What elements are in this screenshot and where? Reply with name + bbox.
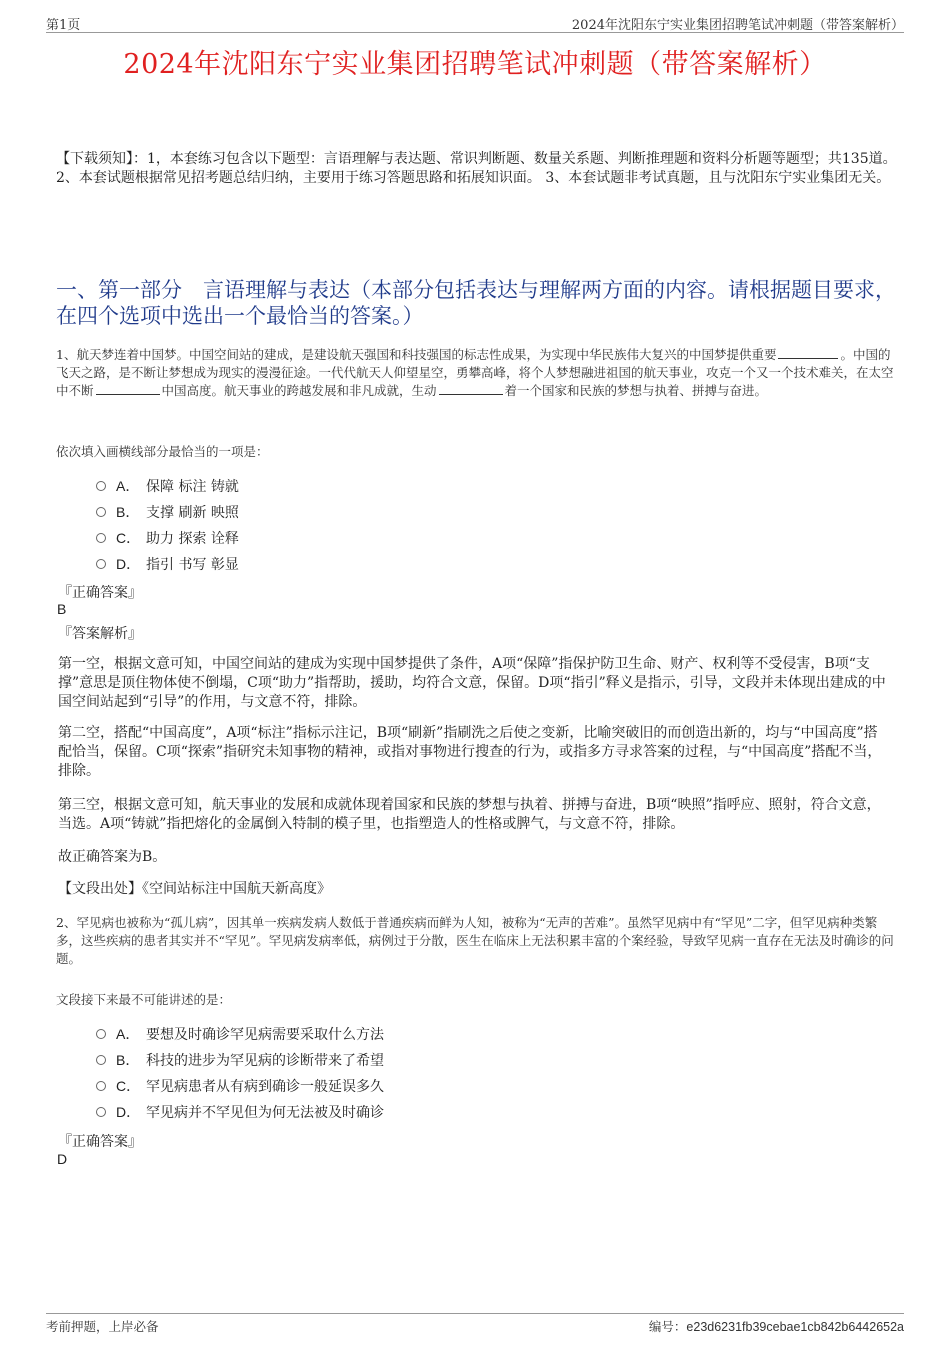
download-notice: 【下载须知】：1，本套练习包含以下题型：言语理解与表达题、常识判断题、数量关系题、判断推理题和资料分析题等题型；共135道。 2、本套试题根据常见招考题总结归纳，主要用于练习答题思路和拓展知识面。 3、本套试题非考试真题，且与沈阳东宁实业集团无关。: [56, 151, 897, 186]
radio-icon[interactable]: [96, 481, 106, 491]
radio-icon[interactable]: [96, 1055, 106, 1065]
option-c[interactable]: C． 罕见病患者从有病到确诊一般延误多久: [96, 1073, 384, 1099]
blank-2: [96, 382, 160, 395]
footer-slogan: 考前押题，上岸必备: [46, 1319, 159, 1334]
question-2-prompt: 文段接下来最不可能讲述的是：: [56, 992, 232, 1007]
question-2-text: 2、罕见病也被称为“孤儿病”，因其单一疾病发病人数低于普通疾病而鲜为人知，被称为“无声的苦难”。虽然罕见病中有“罕见”二字，但罕见病种类繁多，这些疾病的患者其实并不“罕见”。罕见病发病率低，病例过于分散，医生在临床上无法积累丰富的个案经验，导致罕见病一直存在无法及时确诊的问题。: [56, 915, 894, 966]
answer-label: 『正确答案』: [58, 585, 142, 601]
correct-answer: D: [57, 1151, 68, 1167]
footer-code: 编号：e23d6231fb39cebae1cb842b6442652a: [648, 1319, 904, 1334]
correct-answer: B: [57, 601, 67, 617]
option-b[interactable]: B． 科技的进步为罕见病的诊断带来了希望: [96, 1047, 384, 1073]
page-footer: [46, 1313, 904, 1334]
analysis-conclusion: 故正确答案为B。: [58, 849, 167, 865]
header-doc-title: 2024年沈阳东宁实业集团招聘笔试冲刺题（带答案解析）: [571, 18, 904, 33]
source-citation: 【文段出处】《空间站标注中国航天新高度》: [58, 881, 331, 897]
radio-icon[interactable]: [96, 559, 106, 569]
page-number: 第1页: [46, 18, 81, 33]
radio-icon[interactable]: [96, 533, 106, 543]
analysis-label: 『答案解析』: [58, 626, 142, 642]
blank-3: [439, 382, 503, 395]
question-1-prompt: 依次填入画横线部分最恰当的一项是：: [56, 444, 269, 459]
option-d[interactable]: D． 罕见病并不罕见但为何无法被及时确诊: [96, 1099, 384, 1125]
analysis-paragraph-1: 第一空，根据文意可知，中国空间站的建成为实现中国梦提供了条件，A项“保障”指保护防卫生命、财产、权利等不受侵害，B项“支撑”意思是顶住物体使不倒塌，C项“助力”指帮助，援助，均符合文意，保留。D项“指引”释义是指示，引导，文段并未体现出建成的中国空间站起到“引导”的作用，与文意不符，排除。: [58, 656, 886, 710]
option-a[interactable]: A． 要想及时确诊罕见病需要采取什么方法: [96, 1021, 384, 1047]
question-1-text: 1、航天梦连着中国梦。中国空间站的建成，是建设航天强国和科技强国的标志性成果，为实现中华民族伟大复兴的中国梦提供重要 。中国的飞天之路，是不断让梦想成为现实的漫漫征途。一代代航天人仰望星空，勇攀高峰，将个人梦想融进祖国的航天事业，攻克一个又一个技术难关，在太空中不断 中国高度。航天事业的跨越发展和非凡成就，生动 着一个国家和民族的梦想与执着、拼搏与奋进。: [56, 347, 894, 398]
option-c[interactable]: C． 助力 探索 诠释: [96, 525, 239, 551]
question-1-options: [96, 473, 239, 577]
page-header: [46, 12, 904, 33]
radio-icon[interactable]: [96, 507, 106, 517]
analysis-paragraph-3: 第三空，根据文意可知，航天事业的发展和成就体现着国家和民族的梦想与执着、拼搏与奋进，B项“映照”指呼应、照射，符合文意，当选。A项“铸就”指把熔化的金属倒入特制的模子里，也指塑造人的性格或脾气，与文意不符，排除。: [58, 797, 881, 832]
blank-1: [778, 346, 838, 359]
analysis-paragraph-2: 第二空，搭配“中国高度”，A项“标注”指标示注记，B项“刷新”指刷洗之后使之变新，比喻突破旧的而创造出新的，均与“中国高度”搭配恰当，保留。C项“探索”指研究未知事物的精神，或指对事物进行搜查的行为，或指多方寻求答案的过程，与“中国高度”搭配不当，排除。: [58, 725, 882, 779]
radio-icon[interactable]: [96, 1029, 106, 1039]
option-a[interactable]: A． 保障 标注 铸就: [96, 473, 239, 499]
section-title: 一、第一部分 言语理解与表达（本部分包括表达与理解两方面的内容。请根据题目要求，在四个选项中选出一个最恰当的答案。）: [56, 278, 896, 328]
question-2-options: [96, 1021, 384, 1125]
answer-label: 『正确答案』: [58, 1134, 142, 1150]
option-d[interactable]: D． 指引 书写 彰显: [96, 551, 239, 577]
option-b[interactable]: B． 支撑 刷新 映照: [96, 499, 239, 525]
radio-icon[interactable]: [96, 1081, 106, 1091]
page-title: 2024年沈阳东宁实业集团招聘笔试冲刺题（带答案解析）: [123, 49, 827, 80]
radio-icon[interactable]: [96, 1107, 106, 1117]
